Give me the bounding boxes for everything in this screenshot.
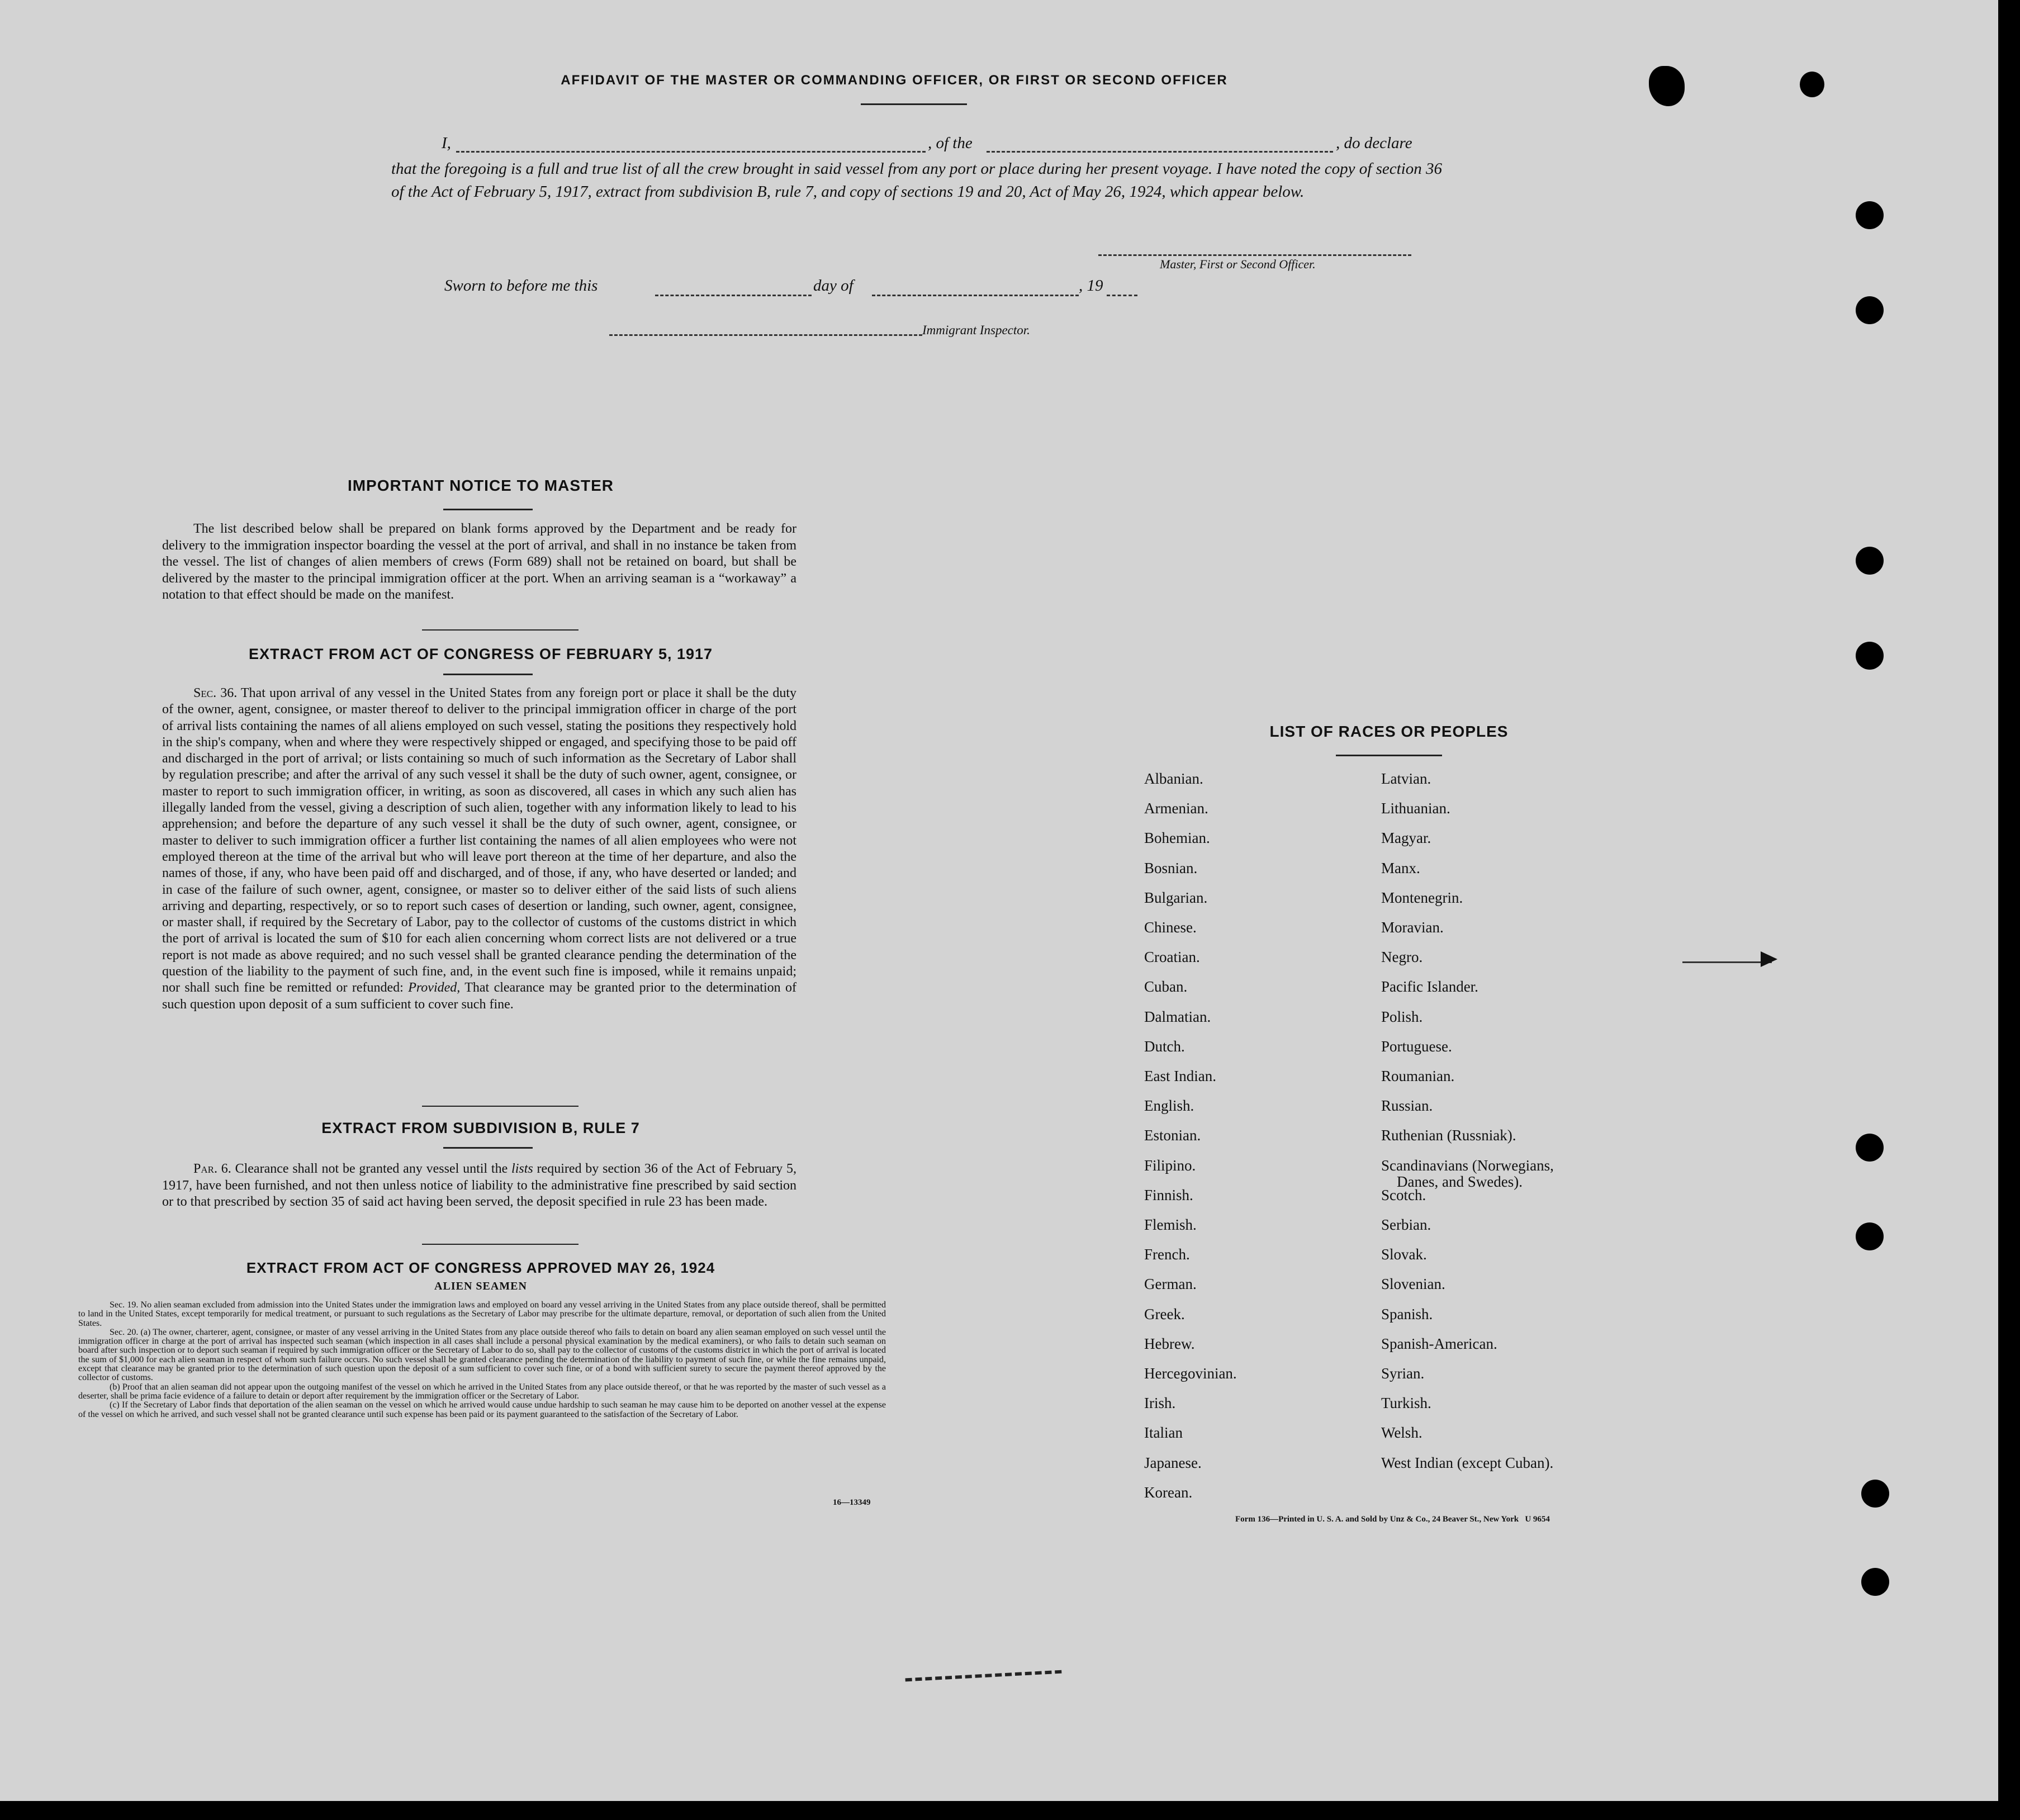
race-item: Magyar.: [1381, 830, 1431, 847]
subdivision-b-title: EXTRACT FROM SUBDIVISION B, RULE 7: [321, 1120, 640, 1136]
punch-hole: [1856, 1134, 1884, 1162]
race-item: Flemish.: [1144, 1216, 1197, 1233]
ink-blot: [1649, 66, 1685, 106]
section-19-text: Sec. 19. No alien seaman excluded from admission into the United States under the immigration laws and employed on board any vessel arriving in the United States from any place outside thereof, shall be permitted to land in the United States, except temporarily for medical treatment, or pursuant to such regulations as the Secretary of Labor may prescribe for the ultimate departure, removal, or deportation of such alien from the United States.: [78, 1300, 886, 1328]
race-item: Slovak.: [1381, 1246, 1427, 1263]
race-item: German.: [1144, 1276, 1197, 1293]
race-item: Syrian.: [1381, 1365, 1425, 1382]
section-text: That upon arrival of any vessel in the United States from any foreign port or place it shall be the duty of the owner, agent, consignee, or master thereof to deliver to the principal immigration officer in charge of the port of arrival lists containing the names of all aliens employed on such vessel, stating the positions they respectively hold in the ship's company, when and where they were respectively shipped or engaged, and specifying those to be paid off and discharged in the port of arrival; or lists containing so much of such information as the Secretary of Labor shall by regulation prescribe; and after the arrival of any such vessel it shall be the duty of such owner, agent, consignee, or master to report to such immigration officer, in writing, as soon as discovered, all cases in which any such alien has illegally landed from the vessel, giving a description of such alien, together with any information likely to lead to his apprehension; and before the departure of any such vessel it shall be the duty of such owner, agent, consignee, or master to deliver to such immigration officer a further list containing the names of all alien employees who were not employed thereon at the time of the arrival but who will leave port thereon at the time of her departure, and also the names of those, if any, who have been paid off and discharged, and of those, if any, who have deserted or landed; and in case of the failure of such owner, agent, consignee, or master so to deliver either of the said lists of such aliens arriving and departing, respectively, or so to report such cases of desertion or landing, such owner, agent, consignee, or master shall, if required by the Secretary of Labor, pay to the collector of customs of the customs district in which the port of arrival is located the sum of $10 for each alien concerning whom correct lists are not delivered or a true report is not made as above required; and no such vessel shall be granted clearance pending the determination of the question of the liability to the payment of such fine, and, in the event such fine is imposed, while it remains unpaid; nor shall such fine be remitted or refunded:: [162, 686, 796, 996]
section-text: That clearance may be granted prior to the determination of such question upon deposit of a sum sufficient to cover such fine.: [162, 980, 797, 1012]
race-item: Estonian.: [1144, 1127, 1201, 1144]
races-title: LIST OF RACES OR PEOPLES: [1269, 723, 1509, 740]
race-item: Croatian.: [1144, 949, 1200, 966]
sworn-line: [444, 277, 1143, 301]
races-left-column: [1144, 770, 1368, 1514]
punch-hole: [1856, 547, 1884, 575]
race-item: Negro.: [1381, 949, 1423, 966]
race-item: Montenegrin.: [1381, 889, 1463, 906]
race-item: Albanian.: [1144, 770, 1203, 787]
race-item: Dutch.: [1144, 1037, 1185, 1055]
punch-hole: [1856, 201, 1884, 229]
form-printer-line: Form 136—Printed in U. S. A. and Sold by Unz & Co., 24 Beaver St., New York U 9654: [1235, 1515, 1550, 1524]
ink-blot: [1800, 72, 1824, 97]
scribble-mark: [905, 1670, 1063, 1693]
race-item: Slovenian.: [1381, 1276, 1445, 1293]
blank-line: [456, 151, 926, 153]
race-item: Hercegovinian.: [1144, 1365, 1237, 1382]
blank-line: [987, 151, 1333, 153]
race-item: Scotch.: [1381, 1186, 1426, 1203]
provided-word: Provided,: [408, 980, 461, 996]
punch-hole: [1856, 642, 1884, 670]
notice-title: IMPORTANT NOTICE TO MASTER: [347, 477, 614, 494]
race-item: Roumanian.: [1381, 1068, 1455, 1084]
race-item: Serbian.: [1381, 1216, 1431, 1233]
divider: [422, 1244, 579, 1245]
section-label: Sec. 36.: [193, 686, 238, 700]
race-item: Bosnian.: [1144, 859, 1198, 876]
divider: [1336, 755, 1442, 756]
race-item: Irish.: [1144, 1395, 1176, 1412]
punch-hole: [1856, 296, 1884, 324]
race-item: Greek.: [1144, 1305, 1185, 1323]
race-item: Pacific Islander.: [1381, 978, 1478, 996]
race-item: Turkish.: [1381, 1395, 1431, 1412]
sworn-day-of: day of: [813, 277, 853, 295]
divider: [443, 674, 533, 675]
race-item: Chinese.: [1144, 919, 1197, 936]
master-caption: Master, First or Second Officer.: [1160, 257, 1316, 271]
notice-body: The list described below shall be prepared on blank forms approved by the Department and be ready for delivery to the immigration inspector boarding the vessel at the port of arrival, and shall in no instance be taken from the vessel. The list of changes of alien members of crews (Form 689) shall not be retained on board, but shall be delivered by the master to the principal immigration officer at the port. When an arriving seaman is a “workaway” a notation to that effect should be made on the manifest.: [162, 522, 796, 602]
race-item: Armenian.: [1144, 800, 1208, 817]
race-item: French.: [1144, 1246, 1190, 1263]
race-item: Scandinavians (Norwegians,: [1381, 1157, 1554, 1174]
race-item: Latvian.: [1381, 770, 1431, 787]
blank-line: [655, 295, 812, 296]
blank-line: [872, 295, 1079, 296]
sworn-text: Sworn to before me this: [444, 277, 598, 295]
divider: [861, 103, 967, 105]
inspector-signature-line: [609, 334, 922, 336]
race-item: Spanish.: [1381, 1305, 1433, 1323]
extract-1924-title: EXTRACT FROM ACT OF CONGRESS APPROVED MAY 26, 1924: [246, 1259, 715, 1276]
master-signature-line: [1098, 254, 1411, 256]
extract-1917-title: EXTRACT FROM ACT OF CONGRESS OF FEBRUARY 5, 1917: [248, 646, 713, 662]
alien-seamen-subtitle: ALIEN SEAMEN: [434, 1280, 527, 1292]
race-item: Moravian.: [1381, 919, 1444, 936]
race-item: Bulgarian.: [1144, 889, 1208, 906]
punch-hole: [1856, 1222, 1884, 1250]
paragraph-text: required by section 36 of the Act of February 5, 1917, have been furnished, and not then unless notice of liability to the administrative fine prescribed by said section or to that prescribed by section 35 of said act having been served, the deposit specified in rule 23 has been made.: [162, 1162, 797, 1209]
race-item: Spanish-American.: [1381, 1335, 1497, 1352]
race-item: Welsh.: [1381, 1424, 1422, 1442]
race-item: Lithuanian.: [1381, 800, 1450, 817]
race-item: English.: [1144, 1097, 1194, 1115]
race-item: Danes, and Swedes).: [1397, 1173, 1523, 1190]
punch-hole: [1861, 1568, 1889, 1596]
arrow-mark: [1761, 951, 1777, 967]
paragraph-label: Par. 6.: [193, 1162, 231, 1176]
arrow-mark: [1682, 961, 1772, 963]
divider: [422, 1106, 579, 1107]
race-item: Korean.: [1144, 1484, 1193, 1501]
section-20b-text: (b) Proof that an alien seaman did not appear upon the outgoing manifest of the vessel on which he arrived in the United States from any place outside thereof, or that he was reported by the master of such vessel as a deserter, shall be prima facie evidence of a failure to detain or deport after requirement by the immigration officer or the Secretary of Labor.: [78, 1382, 886, 1401]
affidavit-i: I,: [442, 134, 451, 152]
inspector-caption: Immigrant Inspector.: [922, 323, 1030, 337]
race-item: Portuguese.: [1381, 1037, 1452, 1055]
divider: [443, 1147, 533, 1149]
race-item: Dalmatian.: [1144, 1008, 1211, 1025]
section-20c-text: (c) If the Secretary of Labor finds that deportation of the alien seaman on the vessel on which he arrived would cause undue hardship to such seaman he may cause him to be deported on another vessel at the expense of the vessel on which he arrived, and such vessel shall not be granted clearance until such expense has been paid or its payment guaranteed to the satisfaction of the Secretary of Labor.: [78, 1400, 886, 1419]
race-item: Cuban.: [1144, 978, 1188, 996]
affidavit-title: AFFIDAVIT OF THE MASTER OR COMMANDING OFFICER, OR FIRST OR SECOND OFFICER: [561, 73, 1228, 88]
races-right-column: [1381, 770, 1694, 1514]
race-item: Ruthenian (Russniak).: [1381, 1127, 1516, 1144]
race-item: Japanese.: [1144, 1454, 1202, 1471]
race-item: Filipino.: [1144, 1157, 1196, 1174]
race-item: Manx.: [1381, 859, 1420, 876]
race-item: Finnish.: [1144, 1186, 1193, 1203]
extract-1917-body: [162, 685, 796, 1013]
race-item: Russian.: [1381, 1097, 1433, 1115]
race-item: Bohemian.: [1144, 830, 1210, 847]
affidavit-declare-line: [442, 134, 1442, 157]
form-code: 16—13349: [833, 1498, 871, 1507]
subdivision-b-body: [162, 1161, 796, 1211]
race-item: Hebrew.: [1144, 1335, 1195, 1352]
race-item: East Indian.: [1144, 1068, 1216, 1084]
section-20a-text: Sec. 20. (a) The owner, charterer, agent, consignee, or master of any vessel arriving in the United States from any place outside thereof who fails to detain on board any alien seaman employed on such vessel until the immigration officer in charge at the port of arrival has inspected such seaman (which inspection in all cases shall include a personal physical examination by the medical examiners), or who fails to detain such seaman on board after such inspection or to deport such seaman if required by such immigration officer or the Secretary of Labor to do so, shall pay to the collector of customs of the customs district in which the port of arrival is located the sum of $1,000 for each alien seaman in respect of whom such failure occurs. No such vessel shall be granted clearance pending the determination of the liability to payment of such fine, or while the fine remains unpaid, except that clearance may be granted prior to the determination of such question upon the deposit of a sum sufficient to cover such fine, or of a bond with sufficient surety to secure the payment thereof approved by the collector of customs.: [78, 1327, 886, 1383]
affidavit-do-declare: , do declare: [1336, 134, 1412, 152]
divider: [443, 509, 533, 510]
divider: [422, 629, 579, 631]
sworn-year: , 19: [1079, 277, 1103, 295]
affidavit-body: that the foregoing is a full and true list of all the crew brought in said vessel from any port or place during her present voyage. I have noted the copy of section 36 of the Act of February 5, 1917, extract from subdivision B, rule 7, and copy of sections 19 and 20, Act of May 26, 1924, which appear below.: [391, 160, 1442, 201]
paragraph-text: Clearance shall not be granted any vessel until the: [235, 1162, 508, 1176]
extract-1924-body: [78, 1301, 886, 1419]
affidavit-of-the: , of the: [928, 134, 973, 152]
race-item: Italian: [1144, 1424, 1183, 1442]
race-item: Polish.: [1381, 1008, 1423, 1025]
blank-line: [1107, 295, 1137, 296]
lists-word: lists: [511, 1162, 533, 1176]
race-item: West Indian (except Cuban).: [1381, 1454, 1554, 1471]
punch-hole: [1861, 1480, 1889, 1508]
